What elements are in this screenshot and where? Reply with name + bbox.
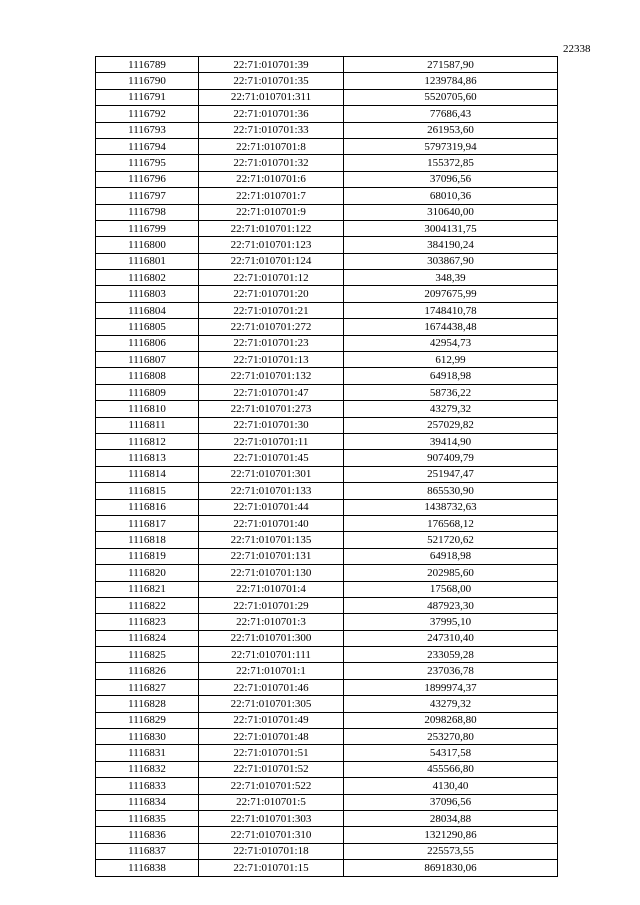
value-cell: 37096,56 (344, 794, 558, 810)
record-number-cell: 1116806 (96, 335, 199, 351)
cadastral-number-cell: 22:71:010701:18 (199, 843, 344, 859)
record-number-cell: 1116826 (96, 663, 199, 679)
cadastral-number-cell: 22:71:010701:301 (199, 466, 344, 482)
table-row (96, 302, 558, 318)
record-number-cell: 1116807 (96, 352, 199, 368)
table-row (96, 843, 558, 859)
table-row (96, 106, 558, 122)
table-row (96, 483, 558, 499)
table-row (96, 270, 558, 286)
record-number-cell: 1116833 (96, 778, 199, 794)
value-cell: 1899974,37 (344, 679, 558, 695)
table-row (96, 810, 558, 826)
cadastral-number-cell: 22:71:010701:36 (199, 106, 344, 122)
record-number-cell: 1116804 (96, 302, 199, 318)
value-cell: 225573,55 (344, 843, 558, 859)
cadastral-number-cell: 22:71:010701:52 (199, 761, 344, 777)
value-cell: 2098268,80 (344, 712, 558, 728)
record-number-cell: 1116814 (96, 466, 199, 482)
table-row (96, 581, 558, 597)
cadastral-number-cell: 22:71:010701:23 (199, 335, 344, 351)
table-row (96, 352, 558, 368)
value-cell: 5520705,60 (344, 89, 558, 105)
table-row (96, 466, 558, 482)
table-row (96, 515, 558, 531)
record-number-cell: 1116815 (96, 483, 199, 499)
value-cell: 237036,78 (344, 663, 558, 679)
value-cell: 58736,22 (344, 384, 558, 400)
table-row (96, 647, 558, 663)
value-cell: 907409,79 (344, 450, 558, 466)
record-number-cell: 1116828 (96, 696, 199, 712)
value-cell: 455566,80 (344, 761, 558, 777)
table-row (96, 696, 558, 712)
table-row (96, 73, 558, 89)
record-number-cell: 1116800 (96, 237, 199, 253)
cadastral-number-cell: 22:71:010701:310 (199, 827, 344, 843)
record-number-cell: 1116824 (96, 630, 199, 646)
table-row (96, 155, 558, 171)
table-row (96, 860, 558, 876)
record-number-cell: 1116834 (96, 794, 199, 810)
record-number-cell: 1116827 (96, 679, 199, 695)
cadastral-number-cell: 22:71:010701:303 (199, 810, 344, 826)
value-cell: 257029,82 (344, 417, 558, 433)
value-cell: 54317,58 (344, 745, 558, 761)
page-number: 22338 (563, 43, 591, 55)
record-number-cell: 1116799 (96, 220, 199, 236)
record-number-cell: 1116797 (96, 188, 199, 204)
cadastral-number-cell: 22:71:010701:6 (199, 171, 344, 187)
record-number-cell: 1116825 (96, 647, 199, 663)
value-cell: 64918,98 (344, 368, 558, 384)
table-row (96, 597, 558, 613)
record-number-cell: 1116790 (96, 73, 199, 89)
table-row (96, 171, 558, 187)
record-number-cell: 1116838 (96, 860, 199, 876)
value-cell: 43279,32 (344, 696, 558, 712)
cadastral-number-cell: 22:71:010701:135 (199, 532, 344, 548)
table-row (96, 253, 558, 269)
table-row (96, 433, 558, 449)
value-cell: 1321290,86 (344, 827, 558, 843)
value-cell: 247310,40 (344, 630, 558, 646)
value-cell: 1438732,63 (344, 499, 558, 515)
record-number-cell: 1116832 (96, 761, 199, 777)
value-cell: 202985,60 (344, 565, 558, 581)
record-number-cell: 1116803 (96, 286, 199, 302)
table-row (96, 138, 558, 154)
table-row (96, 565, 558, 581)
registry-table-body (96, 57, 558, 877)
cadastral-number-cell: 22:71:010701:51 (199, 745, 344, 761)
cadastral-number-cell: 22:71:010701:46 (199, 679, 344, 695)
record-number-cell: 1116816 (96, 499, 199, 515)
cadastral-number-cell: 22:71:010701:32 (199, 155, 344, 171)
record-number-cell: 1116796 (96, 171, 199, 187)
registry-table (95, 56, 558, 877)
record-number-cell: 1116789 (96, 57, 199, 73)
record-number-cell: 1116813 (96, 450, 199, 466)
cadastral-number-cell: 22:71:010701:272 (199, 319, 344, 335)
value-cell: 348,39 (344, 270, 558, 286)
value-cell: 4130,40 (344, 778, 558, 794)
record-number-cell: 1116798 (96, 204, 199, 220)
cadastral-number-cell: 22:71:010701:12 (199, 270, 344, 286)
cadastral-number-cell: 22:71:010701:47 (199, 384, 344, 400)
value-cell: 261953,60 (344, 122, 558, 138)
record-number-cell: 1116837 (96, 843, 199, 859)
record-number-cell: 1116795 (96, 155, 199, 171)
record-number-cell: 1116801 (96, 253, 199, 269)
table-row (96, 712, 558, 728)
cadastral-number-cell: 22:71:010701:30 (199, 417, 344, 433)
table-row (96, 630, 558, 646)
value-cell: 64918,98 (344, 548, 558, 564)
record-number-cell: 1116810 (96, 401, 199, 417)
table-row (96, 417, 558, 433)
value-cell: 17568,00 (344, 581, 558, 597)
record-number-cell: 1116812 (96, 433, 199, 449)
cadastral-number-cell: 22:71:010701:21 (199, 302, 344, 318)
cadastral-number-cell: 22:71:010701:33 (199, 122, 344, 138)
record-number-cell: 1116792 (96, 106, 199, 122)
cadastral-number-cell: 22:71:010701:48 (199, 729, 344, 745)
cadastral-number-cell: 22:71:010701:29 (199, 597, 344, 613)
table-row (96, 548, 558, 564)
cadastral-number-cell: 22:71:010701:39 (199, 57, 344, 73)
cadastral-number-cell: 22:71:010701:300 (199, 630, 344, 646)
value-cell: 2097675,99 (344, 286, 558, 302)
table-row (96, 614, 558, 630)
cadastral-number-cell: 22:71:010701:124 (199, 253, 344, 269)
record-number-cell: 1116809 (96, 384, 199, 400)
record-number-cell: 1116823 (96, 614, 199, 630)
cadastral-number-cell: 22:71:010701:305 (199, 696, 344, 712)
cadastral-number-cell: 22:71:010701:8 (199, 138, 344, 154)
cadastral-number-cell: 22:71:010701:111 (199, 647, 344, 663)
cadastral-number-cell: 22:71:010701:522 (199, 778, 344, 794)
table-row (96, 745, 558, 761)
table-row (96, 188, 558, 204)
record-number-cell: 1116802 (96, 270, 199, 286)
cadastral-number-cell: 22:71:010701:4 (199, 581, 344, 597)
value-cell: 155372,85 (344, 155, 558, 171)
value-cell: 233059,28 (344, 647, 558, 663)
table-row (96, 729, 558, 745)
cadastral-number-cell: 22:71:010701:132 (199, 368, 344, 384)
value-cell: 310640,00 (344, 204, 558, 220)
value-cell: 3004131,75 (344, 220, 558, 236)
record-number-cell: 1116817 (96, 515, 199, 531)
record-number-cell: 1116791 (96, 89, 199, 105)
table-row (96, 220, 558, 236)
table-row (96, 204, 558, 220)
table-row (96, 319, 558, 335)
cadastral-number-cell: 22:71:010701:133 (199, 483, 344, 499)
cadastral-number-cell: 22:71:010701:13 (199, 352, 344, 368)
table-row (96, 384, 558, 400)
value-cell: 42954,73 (344, 335, 558, 351)
cadastral-number-cell: 22:71:010701:311 (199, 89, 344, 105)
value-cell: 1239784,86 (344, 73, 558, 89)
record-number-cell: 1116836 (96, 827, 199, 843)
value-cell: 28034,88 (344, 810, 558, 826)
table-row (96, 663, 558, 679)
record-number-cell: 1116830 (96, 729, 199, 745)
table-row (96, 237, 558, 253)
value-cell: 1748410,78 (344, 302, 558, 318)
table-row (96, 499, 558, 515)
table-row (96, 450, 558, 466)
cadastral-number-cell: 22:71:010701:49 (199, 712, 344, 728)
cadastral-number-cell: 22:71:010701:123 (199, 237, 344, 253)
value-cell: 865530,90 (344, 483, 558, 499)
record-number-cell: 1116794 (96, 138, 199, 154)
cadastral-number-cell: 22:71:010701:20 (199, 286, 344, 302)
cadastral-number-cell: 22:71:010701:40 (199, 515, 344, 531)
record-number-cell: 1116793 (96, 122, 199, 138)
table-row (96, 57, 558, 73)
value-cell: 253270,80 (344, 729, 558, 745)
record-number-cell: 1116821 (96, 581, 199, 597)
cadastral-number-cell: 22:71:010701:44 (199, 499, 344, 515)
value-cell: 251947,47 (344, 466, 558, 482)
cadastral-number-cell: 22:71:010701:1 (199, 663, 344, 679)
value-cell: 271587,90 (344, 57, 558, 73)
cadastral-number-cell: 22:71:010701:35 (199, 73, 344, 89)
record-number-cell: 1116811 (96, 417, 199, 433)
table-row (96, 532, 558, 548)
table-row (96, 778, 558, 794)
record-number-cell: 1116820 (96, 565, 199, 581)
cadastral-number-cell: 22:71:010701:130 (199, 565, 344, 581)
table-row (96, 401, 558, 417)
table-row (96, 368, 558, 384)
value-cell: 303867,90 (344, 253, 558, 269)
value-cell: 612,99 (344, 352, 558, 368)
record-number-cell: 1116818 (96, 532, 199, 548)
cadastral-number-cell: 22:71:010701:45 (199, 450, 344, 466)
cadastral-number-cell: 22:71:010701:7 (199, 188, 344, 204)
value-cell: 176568,12 (344, 515, 558, 531)
cadastral-number-cell: 22:71:010701:122 (199, 220, 344, 236)
record-number-cell: 1116805 (96, 319, 199, 335)
cadastral-number-cell: 22:71:010701:131 (199, 548, 344, 564)
value-cell: 39414,90 (344, 433, 558, 449)
value-cell: 37096,56 (344, 171, 558, 187)
cadastral-number-cell: 22:71:010701:273 (199, 401, 344, 417)
value-cell: 68010,36 (344, 188, 558, 204)
value-cell: 521720,62 (344, 532, 558, 548)
table-row (96, 679, 558, 695)
table-row (96, 286, 558, 302)
value-cell: 77686,43 (344, 106, 558, 122)
record-number-cell: 1116822 (96, 597, 199, 613)
cadastral-number-cell: 22:71:010701:3 (199, 614, 344, 630)
record-number-cell: 1116831 (96, 745, 199, 761)
table-row (96, 794, 558, 810)
table-row (96, 89, 558, 105)
record-number-cell: 1116819 (96, 548, 199, 564)
cadastral-number-cell: 22:71:010701:15 (199, 860, 344, 876)
cadastral-number-cell: 22:71:010701:11 (199, 433, 344, 449)
value-cell: 1674438,48 (344, 319, 558, 335)
value-cell: 43279,32 (344, 401, 558, 417)
table-row (96, 761, 558, 777)
value-cell: 8691830,06 (344, 860, 558, 876)
value-cell: 5797319,94 (344, 138, 558, 154)
record-number-cell: 1116808 (96, 368, 199, 384)
value-cell: 37995,10 (344, 614, 558, 630)
table-row (96, 335, 558, 351)
table-row (96, 122, 558, 138)
record-number-cell: 1116829 (96, 712, 199, 728)
cadastral-number-cell: 22:71:010701:5 (199, 794, 344, 810)
value-cell: 487923,30 (344, 597, 558, 613)
record-number-cell: 1116835 (96, 810, 199, 826)
value-cell: 384190,24 (344, 237, 558, 253)
table-row (96, 827, 558, 843)
cadastral-number-cell: 22:71:010701:9 (199, 204, 344, 220)
